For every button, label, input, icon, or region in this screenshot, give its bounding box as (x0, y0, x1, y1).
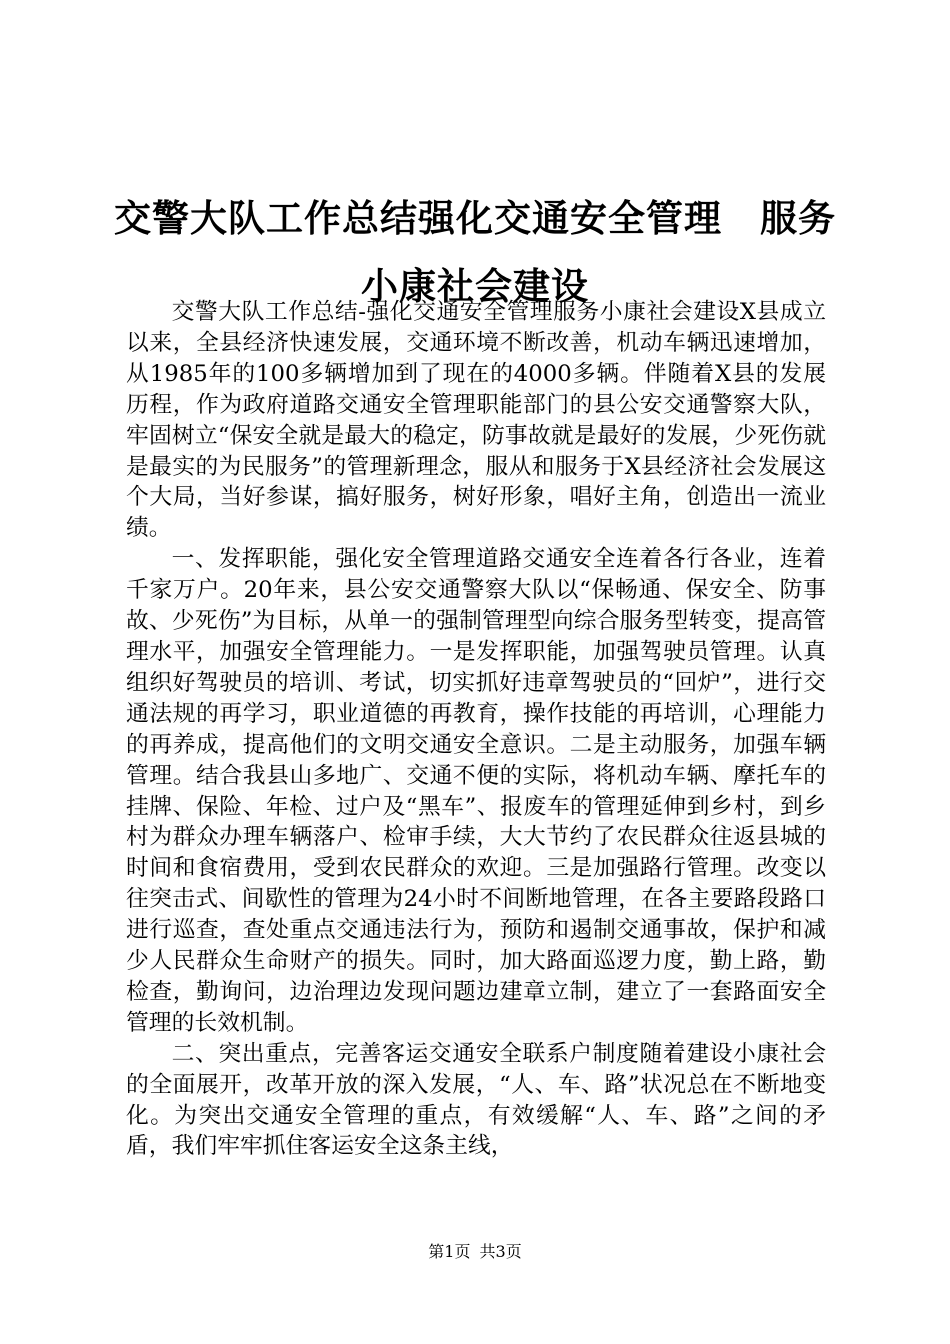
document-body (126, 297, 826, 1162)
page-total: 共3页 (479, 1242, 522, 1261)
paragraph-intro: 交警大队工作总结-强化交通安全管理服务小康社会建设X县成立以来，全县经济快速发展，交通环境不断改善，机动车辆迅速增加，从1985年的100多辆增加到了现在的4000多辆。伴随着X县的发展历程，作为政府道路交通安全管理职能部门的县公安交通警察大队，牢固树立“保安全就是最大的稳定，防事故就是最好的发展，少死伤就是最实的为民服务”的管理新理念，服从和服务于X县经济社会发展这个大局，当好参谋，搞好服务，树好形象，唱好主角，创造出一流业绩。 (126, 299, 826, 542)
document-title: 交警大队工作总结强化交通安全管理 服务小康社会建设 (114, 196, 836, 308)
paragraph-section-2: 二、突出重点，完善客运交通安全联系户制度随着建设小康社会的全面展开，改革开放的深入发展，“人、车、路”状况总在不断地变化。为突出交通安全管理的重点，有效缓解“人、车、路”之间的矛盾，我们牢牢抓住客运安全这条主线， (126, 1040, 826, 1160)
paragraph-section-1: 一、发挥职能，强化安全管理道路交通安全连着各行各业，连着千家万户。20年来，县公安交通警察大队以“保畅通、保安全、防事故、少死伤”为目标，从单一的强制管理型向综合服务型转变，提高管理水平，加强安全管理能力。一是发挥职能，加强驾驶员管理。认真组织好驾驶员的培训、考试，切实抓好违章驾驶员的“回炉”，进行交通法规的再学习，职业道德的再教育，操作技能的再培训，心理能力的再养成，提高他们的文明交通安全意识。二是主动服务，加强车辆管理。结合我县山多地广、交通不便的实际，将机动车辆、摩托车的挂牌、保险、年检、过户及“黑车”、报废车的管理延伸到乡村，到乡村为群众办理车辆落户、检审手续，大大节约了农民群众往返县城的时间和食宿费用，受到农民群众的欢迎。三是加强路行管理。改变以往突击式、间歇性的管理为24小时不间断地管理，在各主要路段路口进行巡查，查处重点交通违法行为，预防和遏制交通事故，保护和减少人民群众生命财产的损失。同时，加大路面巡逻力度，勤上路，勤检查，勤询问，边治理边发现问题边建章立制，建立了一套路面安全管理的长效机制。 (126, 546, 826, 1036)
page-number: 第1页 (428, 1242, 471, 1261)
page-footer (0, 1242, 950, 1262)
